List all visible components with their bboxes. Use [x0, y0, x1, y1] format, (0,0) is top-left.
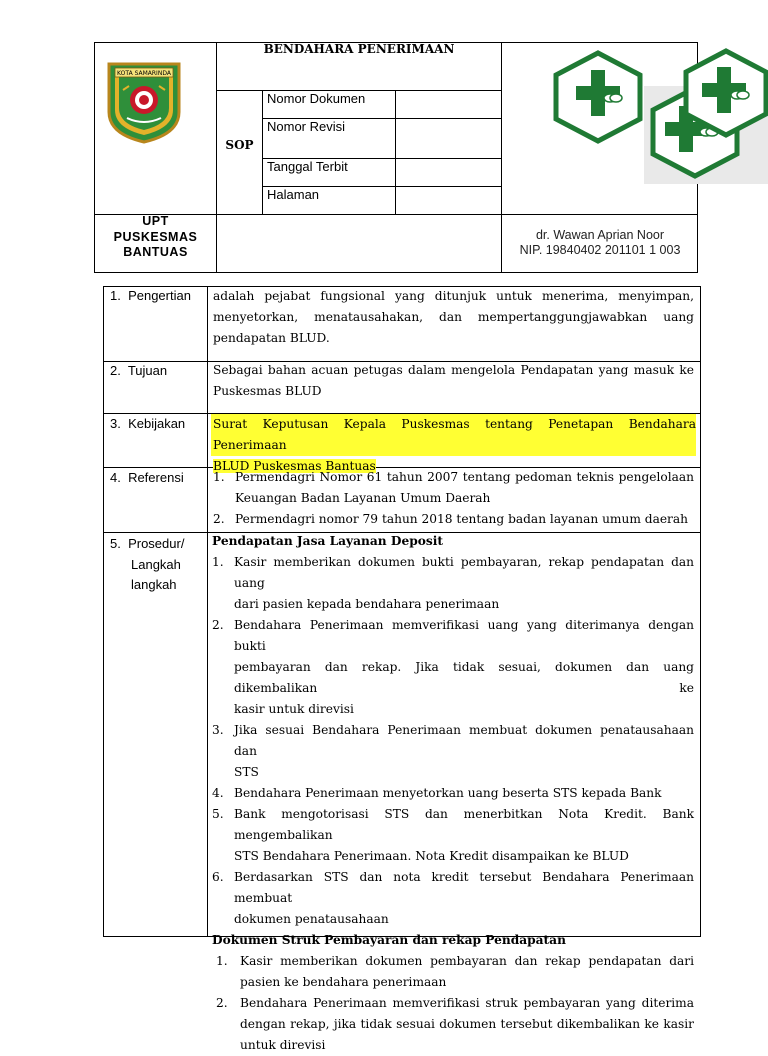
group1-item-3-line-2: STS	[234, 765, 259, 779]
group1-item-5-line-1: Bank mengotorisasi STS dan menerbitkan Nota Kredit. Bank mengembalikan	[234, 807, 694, 842]
puskesmas-logo-mark-3	[686, 51, 766, 135]
label-prosedur	[110, 534, 184, 596]
signer-nip: NIP. 19840402 201101 1 003	[519, 243, 681, 257]
group2-item-2-line-2: dengan rekap, jika tidak sesuai dokumen tersebut dikembalikan ke kasir	[240, 1017, 694, 1031]
group1-item-2-line-1: Bendahara Penerimaan memverifikasi uang yang diterimanya dengan bukti	[234, 618, 694, 653]
group1-item-2	[212, 615, 694, 720]
label-referensi: 4. Referensi	[110, 470, 184, 485]
logo-ribbon-text: KOTA SAMARINDA	[117, 70, 171, 77]
group1-item-6-line-1: Berdasarkan STS dan nota kredit tersebut Bendahara Penerimaan membuat	[234, 870, 694, 905]
unit-line-3: BANTUAS	[123, 245, 188, 259]
group2-item-2-line-3: untuk direvisi	[240, 1038, 326, 1052]
label-prosedur-line-1: 5. Prosedur/	[110, 536, 185, 551]
field-tanggal-terbit: Tanggal Terbit	[267, 159, 348, 174]
group1-item-number: 1.	[212, 555, 224, 569]
group2-item-1-line-1: Kasir memberikan dokumen pembayaran dan rekap pendapatan dari	[240, 954, 694, 968]
group2-item-number: 2.	[216, 996, 228, 1010]
referensi-item-2	[213, 509, 694, 530]
group1-item-6-line-2: dokumen penatausahaan	[234, 912, 389, 926]
tujuan-line-1: Sebagai bahan acuan petugas dalam mengelola Pendapatan yang masuk ke	[213, 363, 694, 377]
label-prosedur-line-3: langkah	[131, 577, 177, 592]
referensi-item-number: 1.	[213, 470, 225, 484]
label-prosedur-line-2: Langkah	[131, 556, 181, 572]
field-nomor-dokumen: Nomor Dokumen	[267, 91, 366, 106]
label-tujuan: 2. Tujuan	[110, 363, 168, 378]
referensi-item-1	[213, 467, 694, 509]
group1-item-2-line-3: kasir untuk direvisi	[234, 702, 354, 716]
group1-title: Pendapatan Jasa Layanan Deposit	[212, 534, 443, 548]
kebijakan-line-2: BLUD Puskesmas Bantuas	[213, 459, 376, 473]
document-title: BENDAHARA PENERIMAAN	[263, 42, 455, 56]
referensi-item-2-line-1: Permendagri nomor 79 tahun 2018 tentang badan layanan umum daerah	[235, 512, 688, 526]
pengertian-line-1: adalah pejabat fungsional yang ditunjuk untuk menerima, menyimpan,	[213, 289, 694, 303]
group1-item-1	[212, 552, 694, 615]
group1-item-6	[212, 867, 694, 930]
prosedur-content	[212, 531, 694, 1056]
pengertian-line-2: menyetorkan, menatausahakan, dan mempertanggungjawabkan uang	[213, 310, 694, 324]
unit-name	[95, 214, 216, 261]
kebijakan-line-1: Surat Keputusan Kepala Puskesmas tentang Penetapan Bendahara Penerimaan	[211, 414, 696, 456]
group1-item-number: 5.	[212, 807, 224, 821]
unit-line-1: UPT	[142, 214, 169, 228]
group1-item-4	[212, 783, 694, 804]
group1-item-5-line-2: STS Bendahara Penerimaan. Nota Kredit disampaikan ke BLUD	[234, 849, 629, 863]
group1-item-2-line-2: pembayaran dan rekap. Jika tidak sesuai, dokumen dan uang dikembalikan ke	[234, 660, 694, 695]
group2-item-2-line-1: Bendahara Penerimaan memverifikasi struk pembayaran yang diterima	[240, 996, 694, 1010]
group1-item-number: 2.	[212, 618, 224, 632]
pengertian-line-3: pendapatan BLUD.	[213, 331, 330, 345]
pengertian-text	[213, 286, 694, 349]
group1-item-number: 4.	[212, 786, 224, 800]
referensi-item-1-line-2: Keuangan Badan Layanan Umum Daerah	[235, 491, 491, 505]
label-pengertian: 1. Pengertian	[110, 288, 191, 303]
kota-samarinda-logo	[105, 60, 183, 144]
tujuan-text	[213, 360, 694, 402]
group1-item-3-line-1: Jika sesuai Bendahara Penerimaan membuat dokumen penatausahaan dan	[234, 723, 694, 758]
group2-item-number: 1.	[216, 954, 228, 968]
group2-item-1-line-2: pasien ke bendahara penerimaan	[240, 975, 447, 989]
group1-item-1-line-1: Kasir memberikan dokumen bukti pembayaran, rekap pendapatan dan uang	[234, 555, 694, 590]
puskesmas-logo-mark-1	[556, 53, 640, 141]
group2-item-2	[212, 993, 694, 1056]
group1-item-number: 3.	[212, 723, 224, 737]
tujuan-line-2: Puskesmas BLUD	[213, 384, 322, 398]
referensi-item-1-line-1: Permendagri Nomor 61 tahun 2007 tentang pedoman teknis pengelolaan	[235, 470, 694, 484]
group2-item-1	[212, 951, 694, 993]
group1-item-4-line-1: Bendahara Penerimaan menyetorkan uang beserta STS kepada Bank	[234, 786, 662, 800]
group1-item-3	[212, 720, 694, 783]
referensi-list	[213, 467, 694, 530]
group2-title: Dokumen Struk Pembayaran dan rekap Pendapatan	[212, 933, 566, 947]
unit-line-2: PUSKESMAS	[113, 229, 198, 244]
referensi-item-number: 2.	[213, 512, 225, 526]
group1-item-1-line-2: dari pasien kepada bendahara penerimaan	[234, 597, 500, 611]
group1-item-5	[212, 804, 694, 867]
signer-name: dr. Wawan Aprian Noor	[535, 228, 665, 242]
group1-item-number: 6.	[212, 870, 224, 884]
signer-block	[502, 228, 698, 258]
field-nomor-revisi: Nomor Revisi	[267, 119, 346, 134]
label-kebijakan: 3. Kebijakan	[110, 416, 186, 431]
sop-label: SOP	[225, 138, 254, 152]
field-halaman: Halaman	[267, 187, 320, 202]
puskesmas-logo	[552, 48, 768, 188]
